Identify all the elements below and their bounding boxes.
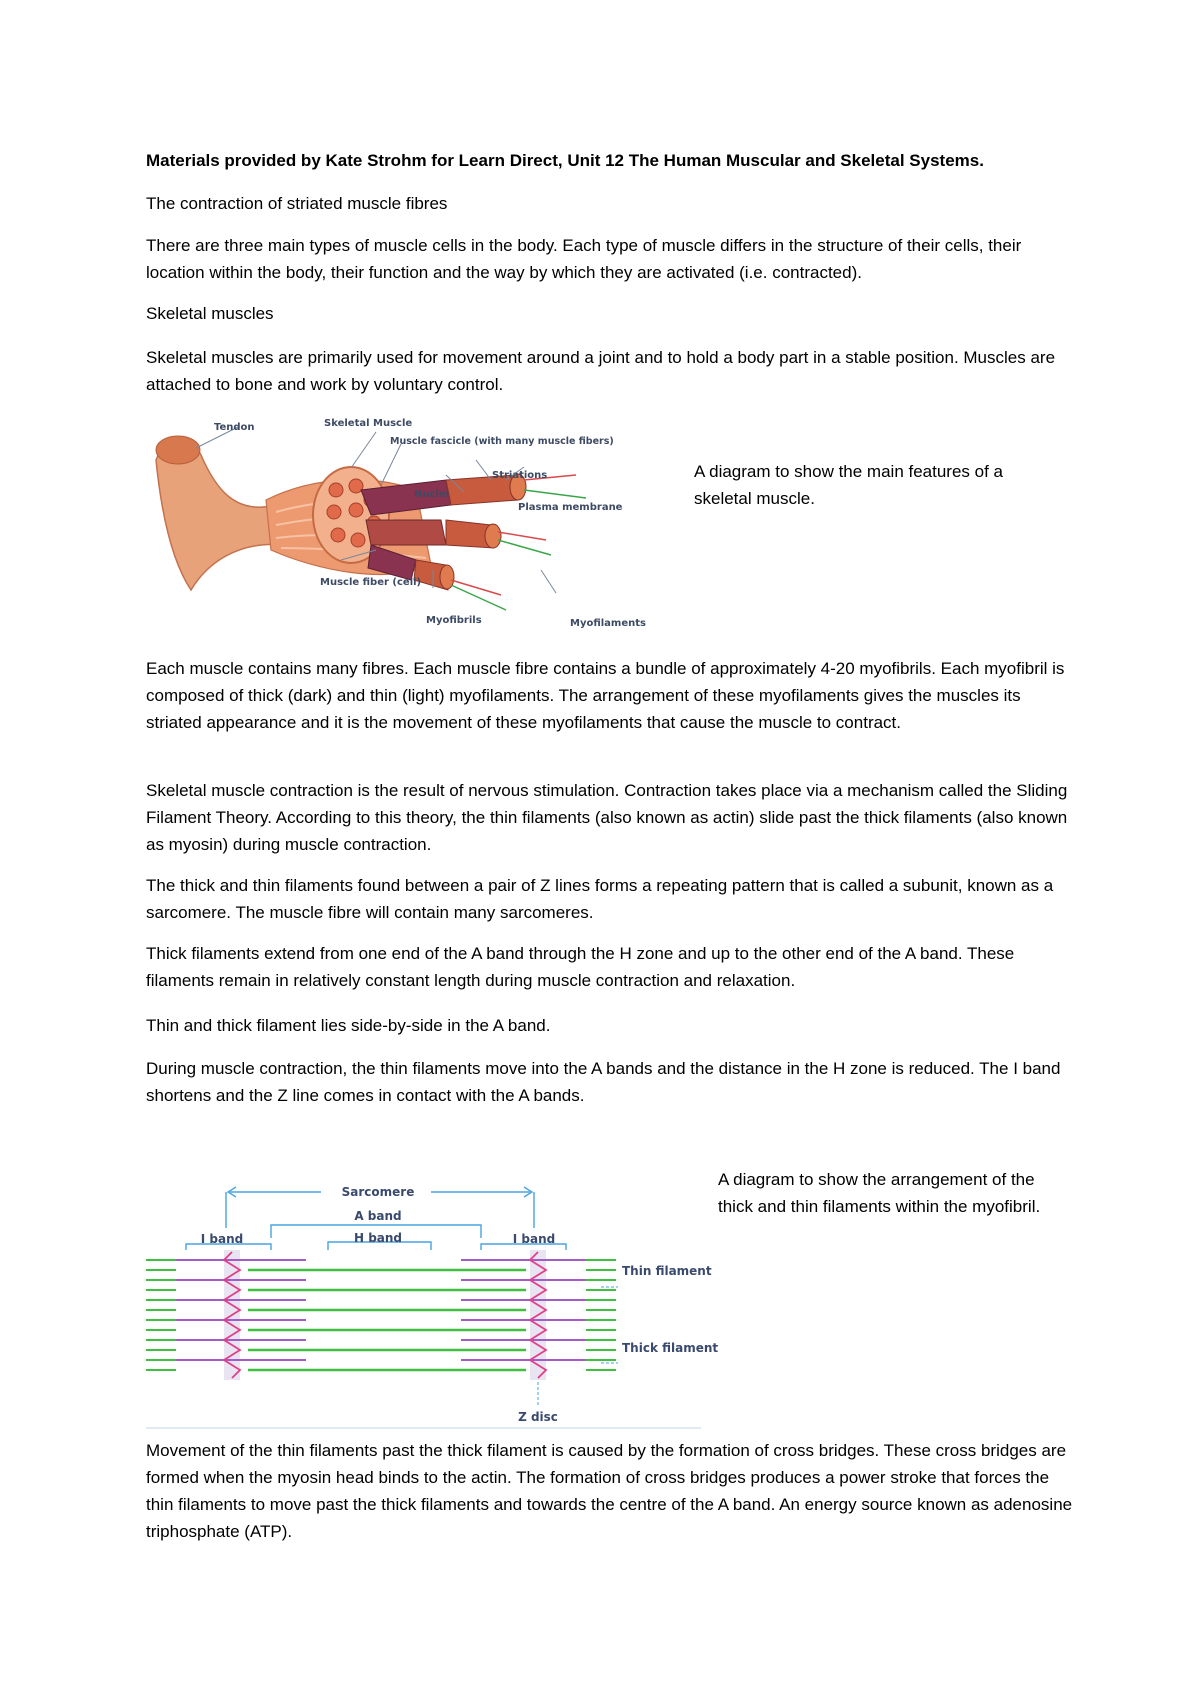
skeletal-heading: Skeletal muscles bbox=[146, 304, 274, 323]
paragraph-4: Thick filaments extend from one end of the A band through the H zone and up to the other end of the A band. These filaments remain in relatively constant length during muscle contraction and relaxation. bbox=[146, 944, 1015, 990]
label-plasma-membrane: Plasma membrane bbox=[518, 502, 623, 513]
paragraph-6: During muscle contraction, the thin filaments move into the A bands and the distance in the H zone is reduced. The I band shortens and the Z line comes in contact with the A bands. bbox=[146, 1059, 1061, 1105]
label-thin-filament: Thin filament bbox=[622, 1264, 712, 1278]
sarcomere-diagram bbox=[146, 1170, 719, 1430]
intro-paragraph: There are three main types of muscle cells in the body. Each type of muscle differs in the structure of their cells, their location within the body, their function and the way by which they are activated (i.e. contracted). bbox=[146, 236, 1022, 282]
paragraph-1: Each muscle contains many fibres. Each muscle fibre contains a bundle of approximately 4-20 myofibrils. Each myofibril is composed of thick (dark) and thin (light) myofilaments. The arrangement of these myofilaments gives the muscles its striated appearance and it is the movement of these myofilaments that cause the muscle to contract. bbox=[146, 659, 1065, 732]
skeletal-intro-paragraph: Skeletal muscles are primarily used for movement around a joint and to hold a body part in a stable position. Muscles are attached to bone and work by voluntary control. bbox=[146, 348, 1056, 394]
label-thick-filament: Thick filament bbox=[622, 1341, 719, 1355]
label-muscle-fiber: Muscle fiber (cell) bbox=[320, 577, 422, 588]
label-z-disc: Z disc bbox=[518, 1410, 558, 1424]
paragraph-3: The thick and thin filaments found between a pair of Z lines forms a repeating pattern that is called a subunit, known as a sarcomere. The muscle fibre will contain many sarcomeres. bbox=[146, 876, 1054, 922]
label-myofilaments: Myofilaments bbox=[570, 618, 646, 629]
label-myofibrils: Myofibrils bbox=[426, 615, 482, 626]
label-nuclei: Nuclei bbox=[414, 489, 450, 500]
label-h-band: H band bbox=[353, 1231, 403, 1245]
skeletal-muscle-diagram bbox=[146, 420, 666, 635]
label-fascicle: Muscle fascicle (with many muscle fibers) bbox=[390, 436, 614, 447]
label-skeletal-muscle: Skeletal Muscle bbox=[324, 418, 413, 429]
sarcomere-diagram-caption: A diagram to show the arrangement of the thick and thin filaments within the myofibril. bbox=[718, 1170, 1041, 1216]
closing-paragraph: Movement of the thin filaments past the thick filament is caused by the formation of cross bridges. These cross bridges are formed when the myosin head binds to the actin. The formation of cross bridges produces a power stroke that forces the thin filaments to move past the thick filaments and towards the centre of the A band. An energy source known as adenosine triphosphate (ATP). bbox=[146, 1441, 1073, 1541]
document-header: Materials provided by Kate Strohm for Learn Direct, Unit 12 The Human Muscular and Skeletal Systems. bbox=[146, 151, 984, 170]
label-tendon: Tendon bbox=[214, 422, 255, 433]
label-sarcomere: Sarcomere bbox=[341, 1185, 415, 1199]
label-i-band-right: I band bbox=[512, 1232, 556, 1246]
label-i-band-left: I band bbox=[200, 1232, 244, 1246]
label-a-band: A band bbox=[354, 1209, 402, 1223]
muscle-diagram-caption: A diagram to show the main features of a skeletal muscle. bbox=[694, 462, 1004, 508]
paragraph-5: Thin and thick filament lies side-by-side in the A band. bbox=[146, 1016, 551, 1035]
paragraph-2: Skeletal muscle contraction is the result of nervous stimulation. Contraction takes place via a mechanism called the Sliding Filament Theory. According to this theory, the thin filaments (also known as actin) slide past the thick filaments (also known as myosin) during muscle contraction. bbox=[146, 781, 1068, 854]
tendon-end bbox=[156, 436, 200, 464]
section-title: The contraction of striated muscle fibres bbox=[146, 194, 448, 213]
label-striations: Striations bbox=[492, 470, 548, 481]
